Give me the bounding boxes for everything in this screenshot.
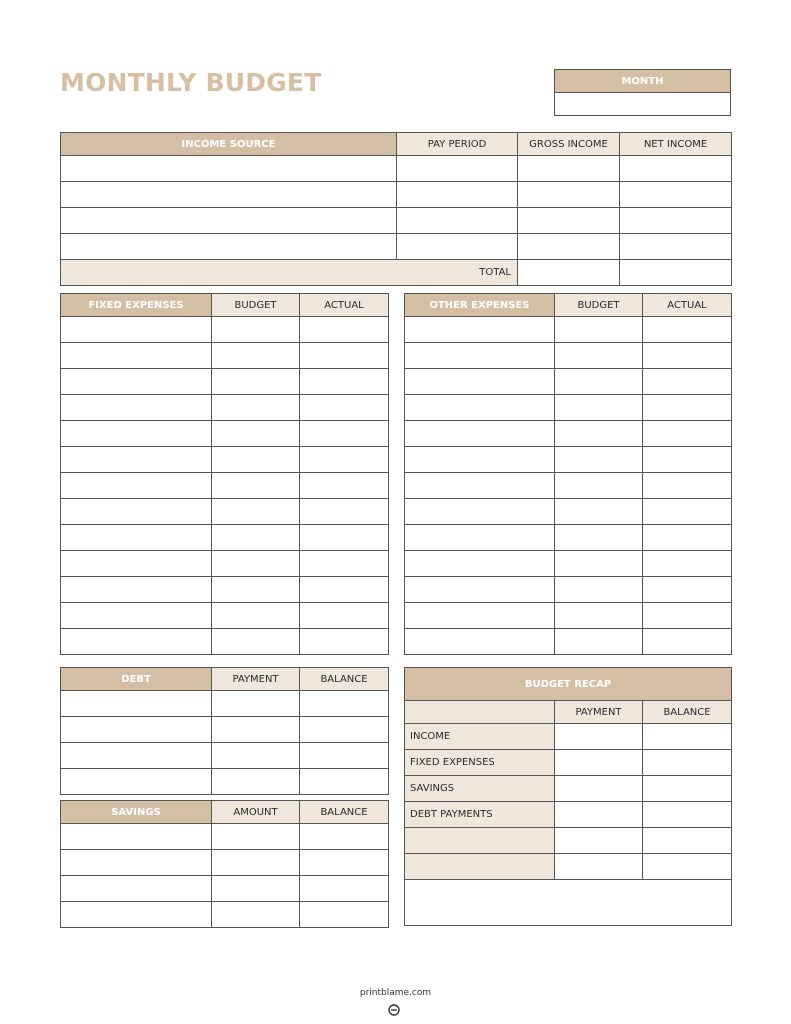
- table-cell[interactable]: [61, 603, 212, 629]
- other-expenses-row: [405, 369, 732, 395]
- income-source-header: INCOME SOURCE: [61, 133, 397, 156]
- fixed-expenses-table: [60, 293, 389, 655]
- other-expenses-row: [405, 343, 732, 369]
- table-cell[interactable]: [555, 603, 643, 629]
- table-cell[interactable]: [643, 343, 732, 369]
- table-cell[interactable]: [61, 317, 212, 343]
- fixed-expenses-row: [61, 317, 389, 343]
- table-cell[interactable]: [555, 317, 643, 343]
- fixed-expenses-row: [61, 629, 389, 655]
- fixed-expenses-row: [61, 473, 389, 499]
- savings-balance-header: BALANCE: [300, 801, 389, 824]
- table-cell[interactable]: [300, 551, 389, 577]
- table-cell[interactable]: [397, 208, 518, 234]
- footer-site: printblame.com: [359, 988, 432, 998]
- table-cell[interactable]: [405, 551, 555, 577]
- debt-payment-header: PAYMENT: [212, 668, 300, 691]
- table-cell[interactable]: [61, 691, 212, 717]
- table-cell[interactable]: [300, 369, 389, 395]
- recap-row: [405, 750, 732, 776]
- table-cell[interactable]: [300, 769, 389, 795]
- table-cell[interactable]: [212, 769, 300, 795]
- fixed-expenses-row: [61, 343, 389, 369]
- table-cell[interactable]: [555, 525, 643, 551]
- table-cell[interactable]: [300, 317, 389, 343]
- table-cell[interactable]: [212, 824, 300, 850]
- table-cell[interactable]: [212, 421, 300, 447]
- table-cell[interactable]: [212, 691, 300, 717]
- other-expenses-row: [405, 395, 732, 421]
- table-cell[interactable]: [212, 902, 300, 928]
- table-cell[interactable]: [643, 750, 732, 776]
- fixed-expenses-row: [61, 525, 389, 551]
- table-cell[interactable]: [555, 395, 643, 421]
- table-cell[interactable]: [643, 473, 732, 499]
- table-cell[interactable]: [212, 473, 300, 499]
- fixed-expenses-row: [61, 447, 389, 473]
- table-cell[interactable]: [643, 629, 732, 655]
- table-cell[interactable]: [61, 876, 212, 902]
- savings-header: SAVINGS: [61, 801, 212, 824]
- income-total-label: TOTAL: [61, 260, 518, 286]
- table-cell[interactable]: [212, 850, 300, 876]
- fixed-expenses-row: [61, 603, 389, 629]
- table-cell[interactable]: [212, 876, 300, 902]
- table-cell[interactable]: [555, 750, 643, 776]
- table-cell[interactable]: [300, 603, 389, 629]
- table-cell[interactable]: [61, 234, 397, 260]
- table-cell[interactable]: [555, 577, 643, 603]
- month-label: MONTH: [555, 70, 731, 93]
- debt-row: [61, 691, 389, 717]
- savings-amount-header: AMOUNT: [212, 801, 300, 824]
- page-title: MONTHLY BUDGET: [60, 68, 322, 97]
- table-cell[interactable]: [300, 395, 389, 421]
- table-cell[interactable]: [300, 691, 389, 717]
- income-row: [61, 182, 732, 208]
- recap-balance-header: BALANCE: [643, 701, 732, 724]
- income-row: [61, 208, 732, 234]
- gross-income-total[interactable]: [518, 260, 620, 286]
- fixed-expenses-row: [61, 551, 389, 577]
- table-cell[interactable]: [555, 724, 643, 750]
- table-cell[interactable]: [405, 317, 555, 343]
- table-cell[interactable]: [405, 473, 555, 499]
- recap-row-label: [405, 854, 555, 880]
- table-cell[interactable]: [555, 776, 643, 802]
- income-row: [61, 234, 732, 260]
- savings-row: [61, 902, 389, 928]
- recap-payment-header: PAYMENT: [555, 701, 643, 724]
- table-cell[interactable]: [643, 828, 732, 854]
- recap-row: [405, 854, 732, 880]
- other-expenses-row: [405, 317, 732, 343]
- recap-row: [405, 724, 732, 750]
- table-cell[interactable]: [405, 525, 555, 551]
- table-cell[interactable]: [300, 447, 389, 473]
- table-cell[interactable]: [620, 156, 732, 182]
- debt-table: [60, 667, 389, 795]
- table-cell[interactable]: [61, 369, 212, 395]
- table-cell[interactable]: [61, 743, 212, 769]
- debt-row: [61, 769, 389, 795]
- other-expenses-header: OTHER EXPENSES: [405, 294, 555, 317]
- table-cell[interactable]: [643, 421, 732, 447]
- table-cell[interactable]: [300, 902, 389, 928]
- table-cell[interactable]: [212, 525, 300, 551]
- debt-header: DEBT: [61, 668, 212, 691]
- table-cell[interactable]: [397, 156, 518, 182]
- income-table: [60, 132, 732, 286]
- table-cell[interactable]: [518, 182, 620, 208]
- table-cell[interactable]: [555, 828, 643, 854]
- table-cell[interactable]: [405, 395, 555, 421]
- savings-row: [61, 850, 389, 876]
- table-cell[interactable]: [212, 499, 300, 525]
- other-expenses-row: [405, 499, 732, 525]
- table-cell[interactable]: [405, 629, 555, 655]
- net-income-header: NET INCOME: [620, 133, 732, 156]
- table-cell[interactable]: [643, 551, 732, 577]
- table-cell[interactable]: [61, 850, 212, 876]
- debt-row: [61, 743, 389, 769]
- recap-blank-header: [405, 701, 555, 724]
- table-cell[interactable]: [61, 208, 397, 234]
- savings-row: [61, 876, 389, 902]
- table-cell[interactable]: [300, 824, 389, 850]
- table-cell[interactable]: [61, 156, 397, 182]
- table-cell[interactable]: [61, 421, 212, 447]
- income-row: [61, 156, 732, 182]
- table-cell[interactable]: [212, 717, 300, 743]
- table-cell[interactable]: [555, 499, 643, 525]
- table-cell[interactable]: [518, 156, 620, 182]
- table-cell[interactable]: [555, 802, 643, 828]
- table-cell[interactable]: [212, 317, 300, 343]
- table-cell[interactable]: [405, 343, 555, 369]
- month-input[interactable]: [555, 93, 731, 116]
- debt-balance-header: BALANCE: [300, 668, 389, 691]
- table-cell[interactable]: [300, 850, 389, 876]
- table-cell[interactable]: [620, 234, 732, 260]
- table-cell[interactable]: [643, 854, 732, 880]
- table-cell[interactable]: [61, 551, 212, 577]
- table-cell[interactable]: [61, 182, 397, 208]
- recap-row: [405, 776, 732, 802]
- other-actual-header: ACTUAL: [643, 294, 732, 317]
- fixed-expenses-row: [61, 369, 389, 395]
- recap-row-label: FIXED EXPENSES: [405, 750, 555, 776]
- table-cell[interactable]: [405, 577, 555, 603]
- fixed-expenses-row: [61, 499, 389, 525]
- table-cell[interactable]: [61, 629, 212, 655]
- fixed-expenses-header: FIXED EXPENSES: [61, 294, 212, 317]
- table-cell[interactable]: [61, 577, 212, 603]
- table-cell[interactable]: [405, 447, 555, 473]
- other-expenses-table: [404, 293, 732, 655]
- other-expenses-row: [405, 603, 732, 629]
- recap-row: [405, 802, 732, 828]
- table-cell[interactable]: [212, 743, 300, 769]
- table-cell[interactable]: [300, 629, 389, 655]
- table-cell[interactable]: [61, 902, 212, 928]
- table-cell[interactable]: [212, 343, 300, 369]
- table-cell[interactable]: [555, 369, 643, 395]
- table-cell[interactable]: [300, 343, 389, 369]
- recap-row-label: [405, 828, 555, 854]
- table-cell[interactable]: [643, 525, 732, 551]
- table-cell[interactable]: [397, 182, 518, 208]
- net-income-total[interactable]: [620, 260, 732, 286]
- table-cell[interactable]: [620, 182, 732, 208]
- table-cell[interactable]: [397, 234, 518, 260]
- table-cell[interactable]: [518, 208, 620, 234]
- table-cell[interactable]: [405, 369, 555, 395]
- table-cell[interactable]: [405, 499, 555, 525]
- table-cell[interactable]: [405, 421, 555, 447]
- recap-row-label: INCOME: [405, 724, 555, 750]
- table-cell[interactable]: [555, 447, 643, 473]
- table-cell[interactable]: [643, 577, 732, 603]
- table-cell[interactable]: [300, 421, 389, 447]
- debt-row: [61, 717, 389, 743]
- table-cell[interactable]: [61, 447, 212, 473]
- table-cell[interactable]: [518, 234, 620, 260]
- table-cell[interactable]: [643, 317, 732, 343]
- table-cell[interactable]: [405, 603, 555, 629]
- other-budget-header: BUDGET: [555, 294, 643, 317]
- table-cell[interactable]: [643, 369, 732, 395]
- table-cell[interactable]: [555, 473, 643, 499]
- other-expenses-row: [405, 421, 732, 447]
- table-cell[interactable]: [643, 395, 732, 421]
- table-cell[interactable]: [61, 769, 212, 795]
- table-cell[interactable]: [643, 603, 732, 629]
- table-cell[interactable]: [61, 499, 212, 525]
- fixed-actual-header: ACTUAL: [300, 294, 389, 317]
- table-cell[interactable]: [620, 208, 732, 234]
- table-cell[interactable]: [300, 743, 389, 769]
- table-cell[interactable]: [643, 499, 732, 525]
- table-cell[interactable]: [643, 776, 732, 802]
- gross-income-header: GROSS INCOME: [518, 133, 620, 156]
- table-cell[interactable]: [61, 343, 212, 369]
- table-cell[interactable]: [61, 395, 212, 421]
- table-cell[interactable]: [555, 343, 643, 369]
- other-expenses-row: [405, 629, 732, 655]
- savings-row: [61, 824, 389, 850]
- table-cell[interactable]: [212, 551, 300, 577]
- table-cell[interactable]: [300, 473, 389, 499]
- table-cell[interactable]: [212, 369, 300, 395]
- pay-period-header: PAY PERIOD: [397, 133, 518, 156]
- table-cell[interactable]: [555, 551, 643, 577]
- month-box: [554, 69, 731, 116]
- recap-notes-area[interactable]: [405, 880, 732, 926]
- table-cell[interactable]: [643, 802, 732, 828]
- table-cell[interactable]: [555, 421, 643, 447]
- fixed-expenses-row: [61, 421, 389, 447]
- other-expenses-row: [405, 551, 732, 577]
- table-cell[interactable]: [61, 473, 212, 499]
- budget-recap-table: [404, 667, 732, 926]
- table-cell[interactable]: [555, 854, 643, 880]
- other-expenses-row: [405, 525, 732, 551]
- table-cell[interactable]: [555, 629, 643, 655]
- other-expenses-row: [405, 473, 732, 499]
- table-cell[interactable]: [300, 577, 389, 603]
- recap-row: [405, 828, 732, 854]
- table-cell[interactable]: [300, 876, 389, 902]
- table-cell[interactable]: [643, 724, 732, 750]
- table-cell[interactable]: [300, 499, 389, 525]
- recap-row-label: DEBT PAYMENTS: [405, 802, 555, 828]
- table-cell[interactable]: [212, 577, 300, 603]
- budget-recap-header: BUDGET RECAP: [405, 668, 732, 701]
- table-cell[interactable]: [61, 824, 212, 850]
- recap-row-label: SAVINGS: [405, 776, 555, 802]
- savings-table: [60, 800, 389, 928]
- table-cell[interactable]: [212, 447, 300, 473]
- table-cell[interactable]: [643, 447, 732, 473]
- other-expenses-row: [405, 577, 732, 603]
- table-cell[interactable]: [212, 395, 300, 421]
- fixed-expenses-row: [61, 395, 389, 421]
- table-cell[interactable]: [300, 717, 389, 743]
- table-cell[interactable]: [212, 629, 300, 655]
- other-expenses-row: [405, 447, 732, 473]
- table-cell[interactable]: [61, 525, 212, 551]
- site-logo-icon: [388, 1001, 400, 1013]
- fixed-expenses-row: [61, 577, 389, 603]
- table-cell[interactable]: [212, 603, 300, 629]
- fixed-budget-header: BUDGET: [212, 294, 300, 317]
- table-cell[interactable]: [61, 717, 212, 743]
- table-cell[interactable]: [300, 525, 389, 551]
